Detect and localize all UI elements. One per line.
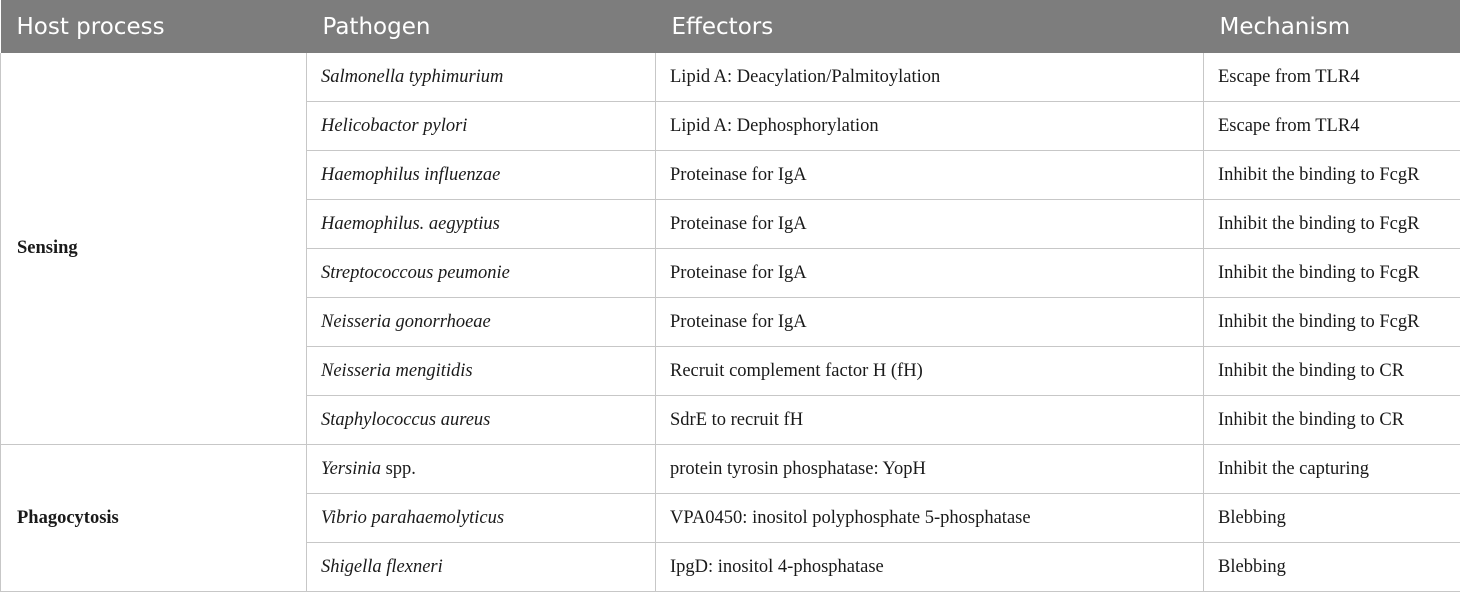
pathogen-cell: Salmonella typhimurium: [307, 53, 656, 102]
mechanism-cell: Inhibit the binding to CR: [1204, 396, 1460, 445]
mechanism-cell: Blebbing: [1204, 543, 1460, 592]
effectors-cell: Lipid A: Dephosphorylation: [656, 102, 1204, 151]
pathogen-cell: Streptococcous peumonie: [307, 249, 656, 298]
mechanism-cell: Escape from TLR4: [1204, 53, 1460, 102]
effectors-cell: Proteinase for IgA: [656, 151, 1204, 200]
effectors-cell: SdrE to recruit fH: [656, 396, 1204, 445]
mechanism-cell: Inhibit the binding to CR: [1204, 347, 1460, 396]
mechanism-cell: Inhibit the binding to FcgR: [1204, 151, 1460, 200]
table-body: [1, 53, 1460, 592]
effectors-cell: Recruit complement factor H (fH): [656, 347, 1204, 396]
pathogen-cell: Vibrio parahaemolyticus: [307, 494, 656, 543]
effectors-cell: VPA0450: inositol polyphosphate 5-phosphatase: [656, 494, 1204, 543]
effectors-cell: protein tyrosin phosphatase: YopH: [656, 445, 1204, 494]
table-row: [1, 445, 1460, 494]
header-mechanism: Mechanism: [1204, 0, 1460, 53]
group-sensing: Sensing: [1, 53, 307, 445]
table-row: [1, 53, 1460, 102]
mechanism-cell: Inhibit the binding to FcgR: [1204, 249, 1460, 298]
pathogen-cell: Helicobactor pylori: [307, 102, 656, 151]
mechanism-cell: Inhibit the binding to FcgR: [1204, 298, 1460, 347]
header-pathogen: Pathogen: [307, 0, 656, 53]
header-row: [1, 0, 1460, 53]
header-host-process: Host process: [1, 0, 307, 53]
mechanism-cell: Escape from TLR4: [1204, 102, 1460, 151]
pathogen-cell: Neisseria mengitidis: [307, 347, 656, 396]
pathogen-suffix: spp.: [381, 459, 416, 479]
effectors-cell: Lipid A: Deacylation/Palmitoylation: [656, 53, 1204, 102]
pathogen-cell: Haemophilus influenzae: [307, 151, 656, 200]
effectors-cell: Proteinase for IgA: [656, 298, 1204, 347]
pathogen-cell: Neisseria gonorrhoeae: [307, 298, 656, 347]
pathogen-cell: [307, 445, 656, 494]
effectors-cell: IpgD: inositol 4-phosphatase: [656, 543, 1204, 592]
pathogen-cell: Haemophilus. aegyptius: [307, 200, 656, 249]
table-header: [1, 0, 1460, 53]
mechanism-cell: Inhibit the capturing: [1204, 445, 1460, 494]
pathogen-cell: Shigella flexneri: [307, 543, 656, 592]
effectors-cell: Proteinase for IgA: [656, 249, 1204, 298]
pathogen-cell: Staphylococcus aureus: [307, 396, 656, 445]
effectors-cell: Proteinase for IgA: [656, 200, 1204, 249]
mechanism-cell: Inhibit the binding to FcgR: [1204, 200, 1460, 249]
group-phagocytosis: Phagocytosis: [1, 445, 307, 592]
mechanism-cell: Blebbing: [1204, 494, 1460, 543]
pathogen-genus: Yersinia: [321, 459, 381, 479]
header-effectors: Effectors: [656, 0, 1204, 53]
